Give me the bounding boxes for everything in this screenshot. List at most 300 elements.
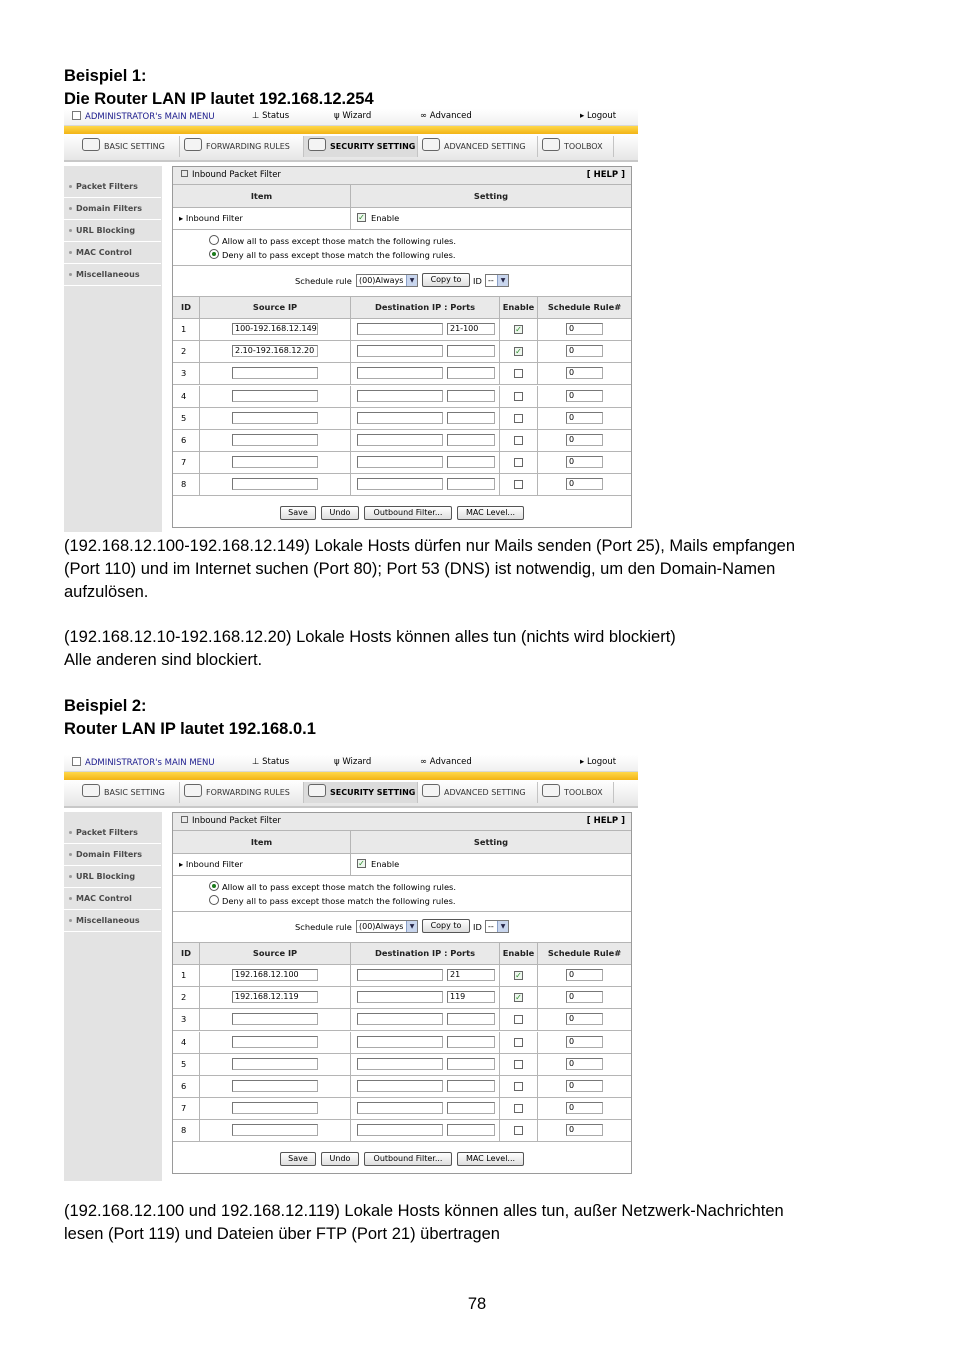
rule-id: 2 bbox=[173, 987, 200, 1008]
help-link[interactable]: [ HELP ] bbox=[586, 816, 625, 826]
bullet-icon bbox=[69, 897, 72, 900]
rule-row bbox=[173, 452, 631, 474]
text-line: (Port 110) und im Internet suchen (Port 80); Port 53 (DNS) ist notwendig, um den Domain-Namen bbox=[64, 560, 776, 578]
rule-row bbox=[173, 1120, 631, 1142]
action-buttons bbox=[173, 498, 631, 526]
save-button[interactable]: Save bbox=[280, 1152, 316, 1166]
sidebar-item-label: MAC Control bbox=[76, 894, 132, 903]
source-ip-cell bbox=[200, 386, 351, 407]
tab-label: ADVANCED SETTING bbox=[444, 788, 526, 797]
schedule-rule-cell bbox=[538, 430, 631, 451]
destination-ports-input[interactable] bbox=[447, 1013, 495, 1025]
source-ip-input[interactable] bbox=[232, 412, 318, 424]
text-line: aufzulösen. bbox=[64, 583, 149, 601]
inbound-filter-row bbox=[173, 854, 631, 876]
rule-enable-checkbox[interactable] bbox=[514, 1038, 523, 1047]
main-tabs bbox=[64, 780, 638, 808]
destination-ports-input[interactable] bbox=[447, 1058, 495, 1070]
destination-ports-input[interactable]: 21 bbox=[447, 969, 495, 981]
logout-link[interactable] bbox=[580, 111, 616, 121]
rule-row bbox=[173, 319, 631, 341]
tab-label: SECURITY SETTING bbox=[330, 788, 416, 797]
allow-mode-radio[interactable] bbox=[209, 235, 219, 245]
deny-mode-label: Deny all to pass except those match the following rules. bbox=[222, 250, 456, 260]
top-menu-bar bbox=[64, 755, 638, 772]
schedule-rule-input[interactable]: 0 bbox=[566, 1124, 603, 1136]
enable-cell bbox=[500, 319, 538, 340]
col-schedule-header: Schedule Rule# bbox=[538, 297, 631, 318]
bullet-icon bbox=[69, 875, 72, 878]
status-icon: ⊥ bbox=[252, 757, 263, 767]
col-source-ip-header: Source IP bbox=[200, 297, 351, 318]
source-ip-input[interactable]: 192.168.12.100 bbox=[232, 969, 318, 981]
destination-ports-input[interactable] bbox=[447, 345, 495, 357]
rule-row bbox=[173, 430, 631, 452]
destination-ports-input[interactable] bbox=[447, 434, 495, 446]
destination-ip-input[interactable] bbox=[357, 991, 443, 1003]
main-menu-link[interactable] bbox=[72, 111, 215, 122]
inbound-filter-setting-cell bbox=[351, 208, 631, 229]
schedule-row bbox=[173, 266, 631, 297]
schedule-rule-cell bbox=[538, 987, 631, 1008]
enable-cell bbox=[500, 1009, 538, 1030]
destination-ip-input[interactable] bbox=[357, 969, 443, 981]
source-ip-cell bbox=[200, 1098, 351, 1119]
destination-ip-input[interactable] bbox=[357, 478, 443, 490]
copy-to-button[interactable]: Copy to bbox=[422, 273, 470, 287]
destination-ip-input[interactable] bbox=[357, 323, 443, 335]
enable-cell bbox=[500, 408, 538, 429]
advanced-icon: ∞ bbox=[420, 757, 430, 767]
schedule-rule-input[interactable]: 0 bbox=[566, 412, 603, 424]
source-ip-input[interactable] bbox=[232, 456, 318, 468]
sidebar-item-label: Domain Filters bbox=[76, 850, 142, 859]
destination-ports-input[interactable] bbox=[447, 390, 495, 402]
rule-enable-checkbox[interactable] bbox=[514, 414, 523, 423]
destination-cell bbox=[351, 1120, 500, 1141]
tab-icon bbox=[308, 784, 326, 797]
mac-level-button[interactable]: MAC Level... bbox=[457, 506, 524, 520]
source-ip-cell bbox=[200, 319, 351, 340]
schedule-rule-input[interactable]: 0 bbox=[566, 1036, 603, 1048]
rule-id: 4 bbox=[173, 386, 200, 407]
deny-mode-label: Deny all to pass except those match the following rules. bbox=[222, 896, 456, 906]
col-item-header: Item bbox=[173, 185, 351, 207]
id-select[interactable] bbox=[485, 920, 509, 933]
sidebar-item-label: URL Blocking bbox=[76, 226, 136, 235]
inbound-packet-filter-panel bbox=[172, 166, 632, 528]
source-ip-cell bbox=[200, 1076, 351, 1097]
status-link[interactable] bbox=[252, 757, 289, 767]
rule-row bbox=[173, 1098, 631, 1120]
enable-cell bbox=[500, 430, 538, 451]
rule-row bbox=[173, 1054, 631, 1076]
rule-enable-checkbox[interactable] bbox=[514, 1015, 523, 1024]
destination-ports-input[interactable]: 21-100 bbox=[447, 323, 495, 335]
schedule-rule-cell bbox=[538, 1032, 631, 1053]
destination-ip-input[interactable] bbox=[357, 1102, 443, 1114]
destination-ip-input[interactable] bbox=[357, 412, 443, 424]
wizard-icon: ψ bbox=[334, 757, 343, 767]
tab-icon bbox=[308, 138, 326, 151]
tab-label: BASIC SETTING bbox=[104, 788, 165, 797]
enable-label: Enable bbox=[371, 859, 400, 869]
source-ip-input[interactable] bbox=[232, 367, 318, 379]
menu-icon bbox=[72, 757, 81, 766]
source-ip-input[interactable] bbox=[232, 390, 318, 402]
sidebar-item-2[interactable] bbox=[64, 220, 161, 242]
rule-enable-checkbox[interactable]: ✓ bbox=[515, 325, 522, 334]
source-ip-input[interactable] bbox=[232, 1080, 318, 1092]
schedule-row bbox=[173, 912, 631, 943]
destination-cell bbox=[351, 341, 500, 362]
sidebar-item-1[interactable] bbox=[64, 198, 161, 220]
source-ip-cell bbox=[200, 1054, 351, 1075]
status-label: Status bbox=[262, 111, 290, 121]
tab-label: SECURITY SETTING bbox=[330, 142, 416, 151]
rules-header-row bbox=[173, 943, 631, 965]
bullet-icon bbox=[69, 831, 72, 834]
sidebar-item-label: Domain Filters bbox=[76, 204, 142, 213]
destination-ports-input[interactable]: 119 bbox=[447, 991, 495, 1003]
destination-cell bbox=[351, 965, 500, 986]
example1-subheading: Die Router LAN IP lautet 192.168.12.254 bbox=[64, 90, 374, 108]
col-enable-header: Enable bbox=[500, 297, 538, 318]
panel-title: Inbound Packet Filter bbox=[192, 816, 281, 826]
destination-cell bbox=[351, 452, 500, 473]
destination-cell bbox=[351, 408, 500, 429]
sidebar-item-1[interactable] bbox=[64, 844, 161, 866]
enable-cell bbox=[500, 965, 538, 986]
source-ip-cell bbox=[200, 965, 351, 986]
rule-enable-checkbox[interactable] bbox=[514, 1060, 523, 1069]
rule-enable-checkbox[interactable] bbox=[514, 436, 523, 445]
inbound-enable-checkbox[interactable]: ✓ bbox=[358, 859, 365, 868]
text-line: (192.168.12.100 und 192.168.12.119) Lokale Hosts können alles tun, außer Netzwerk-Nachrichten bbox=[64, 1202, 784, 1220]
rule-row bbox=[173, 386, 631, 408]
text-line: Alle anderen sind blockiert. bbox=[64, 651, 263, 669]
allow-mode-radio[interactable] bbox=[209, 881, 219, 891]
id-select-value: -- bbox=[488, 276, 494, 285]
destination-ip-input[interactable] bbox=[357, 390, 443, 402]
example1-paragraph1 bbox=[64, 535, 795, 604]
example1-paragraph2 bbox=[64, 626, 676, 672]
schedule-rule-input[interactable]: 0 bbox=[566, 478, 603, 490]
page-number: 78 bbox=[467, 1295, 487, 1313]
sidebar-item-0[interactable] bbox=[64, 822, 161, 844]
accent-bar bbox=[64, 126, 638, 134]
destination-cell bbox=[351, 1054, 500, 1075]
destination-cell bbox=[351, 1032, 500, 1053]
schedule-rule-cell bbox=[538, 363, 631, 384]
sidebar-item-4[interactable] bbox=[64, 910, 161, 932]
col-destination-header: Destination IP : Ports bbox=[351, 297, 500, 318]
chevron-down-icon: ▼ bbox=[497, 275, 508, 286]
collapse-icon bbox=[181, 816, 188, 823]
rule-enable-checkbox[interactable] bbox=[514, 458, 523, 467]
bullet-icon bbox=[69, 919, 72, 922]
rule-id: 8 bbox=[173, 1120, 200, 1141]
col-enable-header: Enable bbox=[500, 943, 538, 964]
sidebar-item-4[interactable] bbox=[64, 264, 161, 286]
schedule-rule-cell bbox=[538, 1098, 631, 1119]
rules-header-row bbox=[173, 297, 631, 319]
inbound-packet-filter-panel bbox=[172, 812, 632, 1174]
example2-heading: Beispiel 2: bbox=[64, 697, 147, 715]
tab-4[interactable] bbox=[538, 782, 614, 803]
main-menu-link[interactable] bbox=[72, 757, 215, 768]
advanced-link[interactable] bbox=[420, 757, 472, 767]
schedule-rule-input[interactable]: 0 bbox=[566, 456, 603, 468]
source-ip-input[interactable]: 2.10-192.168.12.20 bbox=[232, 345, 318, 357]
deny-mode-option[interactable] bbox=[209, 895, 456, 906]
tab-icon bbox=[184, 138, 202, 151]
tab-icon bbox=[542, 138, 560, 151]
tab-4[interactable] bbox=[538, 136, 614, 157]
enable-cell bbox=[500, 386, 538, 407]
allow-mode-option[interactable] bbox=[209, 881, 456, 892]
tab-1[interactable] bbox=[180, 136, 304, 157]
copy-to-button[interactable]: Copy to bbox=[422, 919, 470, 933]
col-item-header: Item bbox=[173, 831, 351, 853]
tab-icon bbox=[82, 784, 100, 797]
destination-ip-input[interactable] bbox=[357, 1124, 443, 1136]
destination-ip-input[interactable] bbox=[357, 367, 443, 379]
sidebar-item-3[interactable] bbox=[64, 242, 161, 264]
advanced-link[interactable] bbox=[420, 111, 472, 121]
schedule-rule-cell bbox=[538, 965, 631, 986]
rule-id: 7 bbox=[173, 1098, 200, 1119]
source-ip-input[interactable] bbox=[232, 478, 318, 490]
rule-enable-checkbox[interactable]: ✓ bbox=[515, 971, 522, 980]
destination-ip-input[interactable] bbox=[357, 345, 443, 357]
destination-ip-input[interactable] bbox=[357, 1013, 443, 1025]
schedule-rule-input[interactable]: 0 bbox=[566, 367, 603, 379]
bullet-icon bbox=[69, 853, 72, 856]
destination-ports-input[interactable] bbox=[447, 412, 495, 424]
allow-mode-label: Allow all to pass except those match the following rules. bbox=[222, 882, 457, 892]
schedule-rule-input[interactable]: 0 bbox=[566, 390, 603, 402]
allow-mode-option[interactable] bbox=[209, 235, 456, 246]
schedule-rule-cell bbox=[538, 1076, 631, 1097]
tab-3[interactable] bbox=[418, 136, 538, 157]
destination-ip-input[interactable] bbox=[357, 456, 443, 468]
enable-cell bbox=[500, 1120, 538, 1141]
destination-cell bbox=[351, 386, 500, 407]
rule-id: 6 bbox=[173, 430, 200, 451]
rule-id: 4 bbox=[173, 1032, 200, 1053]
destination-cell bbox=[351, 474, 500, 495]
status-link[interactable] bbox=[252, 111, 289, 121]
schedule-rule-input[interactable]: 0 bbox=[566, 1080, 603, 1092]
sidebar-item-2[interactable] bbox=[64, 866, 161, 888]
source-ip-cell bbox=[200, 430, 351, 451]
source-ip-cell bbox=[200, 987, 351, 1008]
source-ip-input[interactable]: 100-192.168.12.149 bbox=[232, 323, 318, 335]
col-setting-header: Setting bbox=[351, 185, 631, 207]
schedule-rule-input[interactable]: 0 bbox=[566, 969, 603, 981]
wizard-label: Wizard bbox=[342, 757, 372, 767]
destination-ports-input[interactable] bbox=[447, 1080, 495, 1092]
destination-ports-input[interactable] bbox=[447, 1036, 495, 1048]
tab-label: ADVANCED SETTING bbox=[444, 142, 526, 151]
schedule-rule-input[interactable]: 0 bbox=[566, 1102, 603, 1114]
tab-label: FORWARDING RULES bbox=[206, 142, 290, 151]
schedule-rule-cell bbox=[538, 386, 631, 407]
tab-icon bbox=[422, 138, 440, 151]
destination-ip-input[interactable] bbox=[357, 434, 443, 446]
source-ip-input[interactable] bbox=[232, 1102, 318, 1114]
schedule-rule-cell bbox=[538, 341, 631, 362]
id-select-value: -- bbox=[488, 922, 494, 931]
source-ip-cell bbox=[200, 341, 351, 362]
destination-ip-input[interactable] bbox=[357, 1058, 443, 1070]
destination-cell bbox=[351, 1098, 500, 1119]
rule-row bbox=[173, 341, 631, 363]
source-ip-input[interactable] bbox=[232, 1013, 318, 1025]
rule-enable-checkbox[interactable] bbox=[514, 1104, 523, 1113]
status-icon: ⊥ bbox=[252, 111, 263, 121]
destination-cell bbox=[351, 430, 500, 451]
wizard-link[interactable] bbox=[334, 111, 371, 121]
collapse-icon bbox=[181, 170, 188, 177]
sidebar-item-label: MAC Control bbox=[76, 248, 132, 257]
enable-cell bbox=[500, 1032, 538, 1053]
sidebar bbox=[64, 166, 162, 532]
advanced-icon: ∞ bbox=[420, 111, 430, 121]
col-schedule-header: Schedule Rule# bbox=[538, 943, 631, 964]
source-ip-input[interactable]: 192.168.12.119 bbox=[232, 991, 318, 1003]
advanced-label: Advanced bbox=[429, 111, 472, 121]
deny-mode-option[interactable] bbox=[209, 249, 456, 260]
inbound-filter-label: Inbound Filter bbox=[185, 859, 243, 869]
rule-row bbox=[173, 474, 631, 496]
arrow-right-icon: ▸ bbox=[580, 757, 587, 767]
source-ip-input[interactable] bbox=[232, 1036, 318, 1048]
bullet-icon bbox=[69, 207, 72, 210]
source-ip-input[interactable] bbox=[232, 1124, 318, 1136]
rule-id: 6 bbox=[173, 1076, 200, 1097]
schedule-select[interactable] bbox=[356, 274, 418, 287]
destination-ip-input[interactable] bbox=[357, 1036, 443, 1048]
destination-ports-input[interactable] bbox=[447, 367, 495, 379]
rule-enable-checkbox[interactable] bbox=[514, 1082, 523, 1091]
schedule-rule-input[interactable]: 0 bbox=[566, 991, 603, 1003]
main-tabs bbox=[64, 134, 638, 162]
schedule-select[interactable] bbox=[356, 920, 418, 933]
bullet-icon bbox=[69, 229, 72, 232]
schedule-rule-label: Schedule rule bbox=[295, 276, 352, 286]
item-setting-header-row bbox=[173, 185, 631, 208]
outbound-filter-button[interactable]: Outbound Filter... bbox=[364, 506, 452, 520]
rule-row bbox=[173, 363, 631, 385]
rule-enable-checkbox[interactable] bbox=[514, 480, 523, 489]
text-line: (192.168.12.10-192.168.12.20) Lokale Hosts können alles tun (nichts wird blockiert) bbox=[64, 628, 676, 646]
undo-button[interactable]: Undo bbox=[321, 506, 359, 520]
source-ip-input[interactable] bbox=[232, 1058, 318, 1070]
enable-label: Enable bbox=[371, 213, 400, 223]
menu-icon bbox=[72, 111, 81, 120]
logout-label: Logout bbox=[586, 111, 617, 121]
col-id-header: ID bbox=[173, 297, 200, 318]
deny-mode-radio[interactable] bbox=[209, 895, 219, 905]
inbound-enable-checkbox[interactable]: ✓ bbox=[358, 213, 365, 222]
destination-ip-input[interactable] bbox=[357, 1080, 443, 1092]
inbound-filter-label: Inbound Filter bbox=[185, 213, 243, 223]
tab-0[interactable] bbox=[78, 782, 180, 803]
outbound-filter-button[interactable]: Outbound Filter... bbox=[364, 1152, 452, 1166]
logout-link[interactable] bbox=[580, 757, 616, 767]
advanced-label: Advanced bbox=[429, 757, 472, 767]
inbound-filter-row bbox=[173, 208, 631, 230]
rule-id: 5 bbox=[173, 1054, 200, 1075]
mac-level-button[interactable]: MAC Level... bbox=[457, 1152, 524, 1166]
tab-3[interactable] bbox=[418, 782, 538, 803]
tab-1[interactable] bbox=[180, 782, 304, 803]
schedule-rule-input[interactable]: 0 bbox=[566, 323, 603, 335]
schedule-rule-input[interactable]: 0 bbox=[566, 1013, 603, 1025]
source-ip-cell bbox=[200, 1009, 351, 1030]
sidebar-item-0[interactable] bbox=[64, 176, 161, 198]
top-menu-bar bbox=[64, 109, 638, 126]
sidebar-item-3[interactable] bbox=[64, 888, 161, 910]
destination-ports-input[interactable] bbox=[447, 478, 495, 490]
rule-enable-checkbox[interactable] bbox=[514, 369, 523, 378]
undo-button[interactable]: Undo bbox=[321, 1152, 359, 1166]
tab-icon bbox=[184, 784, 202, 797]
schedule-rule-cell bbox=[538, 474, 631, 495]
destination-ports-input[interactable] bbox=[447, 456, 495, 468]
rule-row bbox=[173, 1076, 631, 1098]
rule-enable-checkbox[interactable]: ✓ bbox=[515, 993, 522, 1003]
destination-ports-input[interactable] bbox=[447, 1124, 495, 1136]
tab-icon bbox=[422, 784, 440, 797]
schedule-rule-input[interactable]: 0 bbox=[566, 434, 603, 446]
text-line: (192.168.12.100-192.168.12.149) Lokale Hosts dürfen nur Mails senden (Port 25), Mails empfangen bbox=[64, 537, 796, 555]
rule-id: 3 bbox=[173, 363, 200, 384]
main-menu-label: ADMINISTRATOR's MAIN MENU bbox=[85, 758, 215, 768]
source-ip-cell bbox=[200, 408, 351, 429]
id-select[interactable] bbox=[485, 274, 509, 287]
source-ip-cell bbox=[200, 363, 351, 384]
rule-enable-checkbox[interactable]: ✓ bbox=[515, 347, 522, 357]
arrow-right-icon: ▸ bbox=[179, 859, 186, 869]
schedule-rule-input[interactable]: 0 bbox=[566, 1058, 603, 1070]
schedule-rule-cell bbox=[538, 452, 631, 473]
sidebar-item-label: URL Blocking bbox=[76, 872, 136, 881]
deny-mode-radio[interactable] bbox=[209, 249, 219, 259]
inbound-filter-label-cell bbox=[173, 854, 351, 875]
enable-cell bbox=[500, 474, 538, 495]
rule-enable-checkbox[interactable] bbox=[514, 392, 523, 401]
rule-enable-checkbox[interactable] bbox=[514, 1126, 523, 1135]
inbound-filter-label-cell bbox=[173, 208, 351, 229]
destination-ports-input[interactable] bbox=[447, 1102, 495, 1114]
tab-0[interactable] bbox=[78, 136, 180, 157]
save-button[interactable]: Save bbox=[280, 506, 316, 520]
rule-row bbox=[173, 408, 631, 430]
schedule-rule-input[interactable]: 0 bbox=[566, 345, 603, 357]
source-ip-input[interactable] bbox=[232, 434, 318, 446]
wizard-link[interactable] bbox=[334, 757, 371, 767]
help-link[interactable]: [ HELP ] bbox=[586, 170, 625, 180]
tab-2[interactable] bbox=[304, 782, 418, 803]
main-menu-label: ADMINISTRATOR's MAIN MENU bbox=[85, 112, 215, 122]
accent-bar bbox=[64, 772, 638, 780]
tab-2[interactable] bbox=[304, 136, 418, 157]
sidebar bbox=[64, 812, 162, 1181]
col-destination-header: Destination IP : Ports bbox=[351, 943, 500, 964]
